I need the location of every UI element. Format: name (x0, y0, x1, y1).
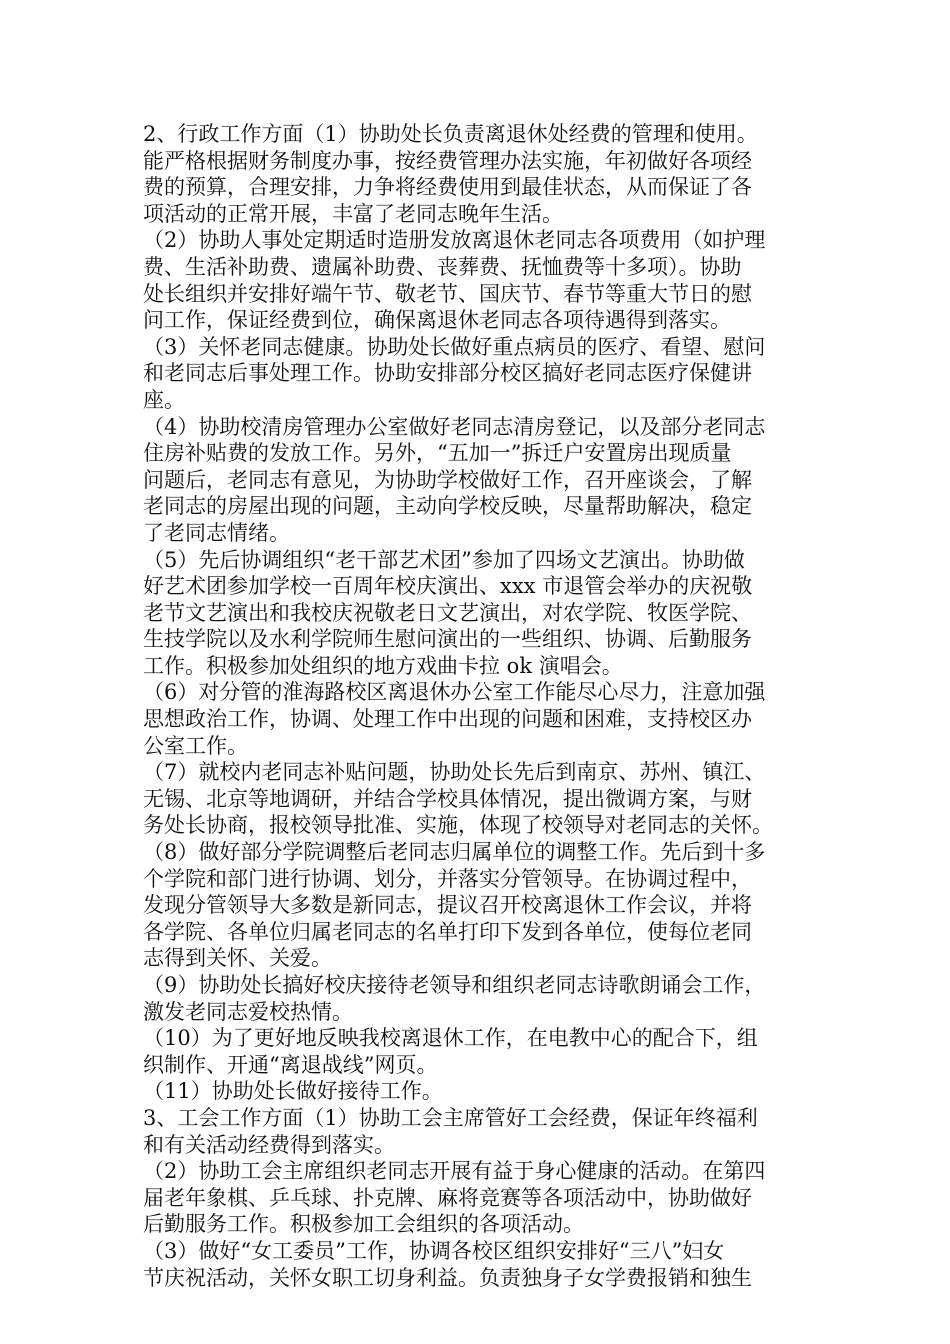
text-line: 节庆祝活动，关怀女职工切身利益。负责独身子女学费报销和独生 (143, 1265, 752, 1290)
text-line: 费、生活补助费、遗属补助费、丧葬费、抚恤费等十多项）。协助 (143, 254, 742, 279)
text-line: 住房补贴费的发放工作。另外，“五加一”拆迁户安置房出现质量 (143, 441, 732, 466)
text-line: （11）协助处长做好接待工作。 (143, 1079, 443, 1104)
text-line: 老同志的房屋出现的问题，主动向学校反映，尽量帮助解决，稳定 (143, 494, 752, 519)
text-line: 各学院、各单位归属老同志的名单打印下发到各单位，使每位老同 (143, 919, 752, 944)
text-line: （5）先后协调组织“老干部艺术团”参加了四场文艺演出。协助做 (143, 547, 745, 572)
text-line: 公室工作。 (143, 733, 248, 758)
text-line: （2）协助工会主席组织老同志开展有益于身心健康的活动。在第四 (143, 1159, 766, 1184)
text-line: 费的预算，合理安排，力争将经费使用到最佳状态，从而保证了各 (143, 175, 752, 200)
text-line: 后勤服务工作。积极参加工会组织的各项活动。 (143, 1212, 584, 1237)
text-line: 无锡、北京等地调研，并结合学校具体情况，提出微调方案，与财 (143, 786, 752, 811)
text-line: （8）做好部分学院调整后老同志归属单位的调整工作。先后到十多 (143, 840, 766, 865)
text-line: 届老年象棋、乒乓球、扑克牌、麻将竞赛等各项活动中，协助做好 (143, 1185, 752, 1210)
text-line: 问工作，保证经费到位，确保离退休老同志各项待遇得到落实。 (143, 308, 731, 333)
text-line: 和有关活动经费得到落实。 (143, 1132, 395, 1157)
text-line: 织制作、开通“离退战线”网页。 (143, 1052, 438, 1077)
text-line: 个学院和部门进行协调、划分，并落实分管领导。在协调过程中， (143, 866, 752, 891)
text-line: （9）协助处长搞好校庆接待老领导和组织老同志诗歌朗诵会工作， (143, 973, 766, 997)
text-line: 务处长协商，报校领导批准、实施，体现了校领导对老同志的关怀。 (143, 813, 773, 838)
text-line: （2）协助人事处定期适时造册发放离退休老同志各项费用（如护理 (143, 228, 766, 253)
text-line: 问题后，老同志有意见，为协助学校做好工作，召开座谈会，了解 (143, 467, 752, 492)
text-line: 志得到关怀、关爱。 (143, 946, 332, 971)
text-line: 处长组织并安排好端午节、敬老节、国庆节、春节等重大节日的慰 (143, 281, 752, 306)
text-line: 3、工会工作方面（1）协助工会主席管好工会经费，保证年终福利 (143, 1105, 758, 1130)
text-line: 生技学院以及水利学院师生慰问演出的一些组织、协调、后勤服务 (143, 627, 752, 652)
text-line: 项活动的正常开展，丰富了老同志晚年生活。 (143, 201, 563, 226)
text-line: （4）协助校清房管理办公室做好老同志清房登记，以及部分老同志 (143, 414, 766, 439)
text-line: 工作。积极参加处组织的地方戏曲卡拉 ok 演唱会。 (143, 653, 623, 678)
text-line: （7）就校内老同志补贴问题，协助处长先后到南京、苏州、镇江、 (143, 760, 766, 785)
text-line: （3）做好“女工委员”工作，协调各校区组织安排好“三八”妇女 (143, 1238, 725, 1263)
text-line: 激发老同志爱校热情。 (143, 999, 353, 1024)
text-line: 好艺术团参加学校一百周年校庆演出、xxx 市退管会举办的庆祝敬 (143, 574, 753, 599)
text-line: （3）关怀老同志健康。协助处长做好重点病员的医疗、看望、慰问 (143, 334, 766, 359)
text-line: 座。 (143, 387, 185, 412)
text-line: 和老同志后事处理工作。协助安排部分校区搞好老同志医疗保健讲 (143, 361, 752, 386)
text-line: （10）为了更好地反映我校离退休工作，在电教中心的配合下，组 (143, 1026, 758, 1051)
text-line: 2、行政工作方面（1）协助处长负责离退休处经费的管理和使用。 (143, 122, 758, 146)
document-body (143, 121, 809, 1291)
text-line: 了老同志情绪。 (143, 520, 290, 545)
text-line: 能严格根据财务制度办事，按经费管理办法实施，年初做好各项经 (143, 148, 752, 173)
text-line: 思想政治工作，协调、处理工作中出现的问题和困难，支持校区办 (143, 707, 752, 732)
text-line: 老节文艺演出和我校庆祝敬老日文艺演出，对农学院、牧医学院、 (143, 600, 752, 625)
text-line: 发现分管领导大多数是新同志，提议召开校离退休工作会议，并将 (143, 893, 752, 918)
text-line: （6）对分管的淮海路校区离退休办公室工作能尽心尽力，注意加强 (143, 680, 766, 705)
